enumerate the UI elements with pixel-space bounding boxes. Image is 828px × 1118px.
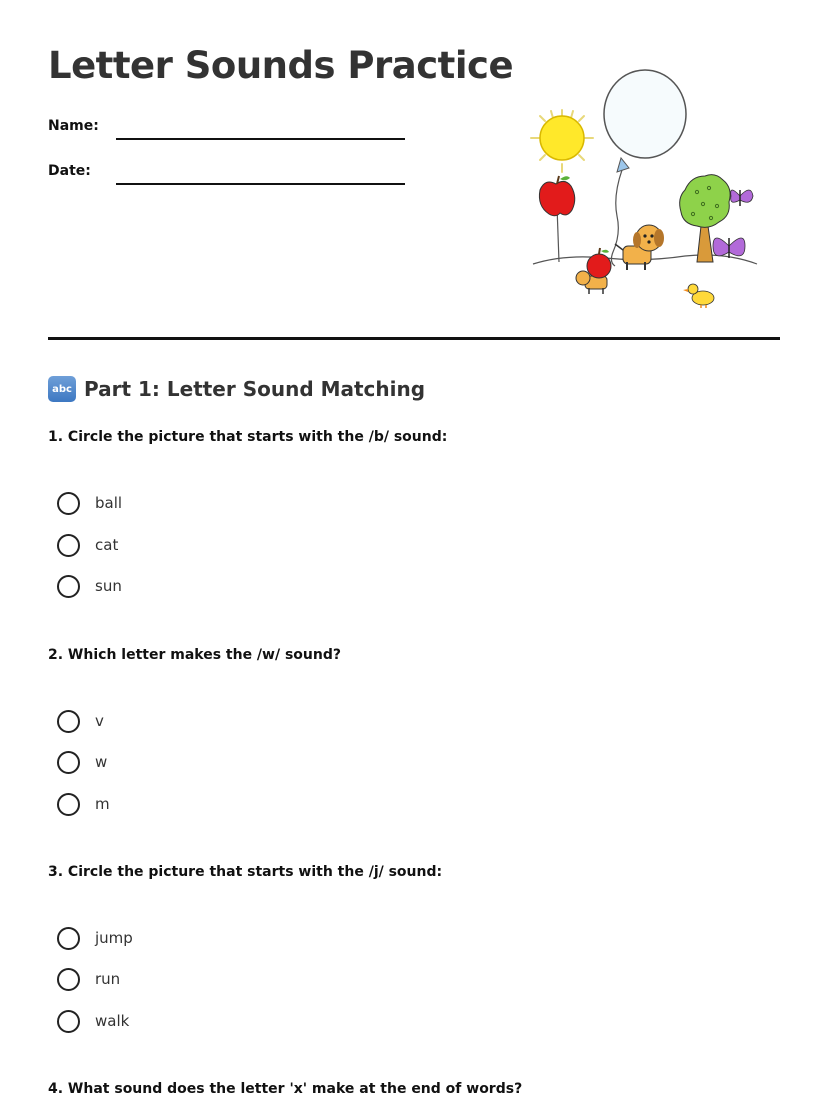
question-2-option-b[interactable]: [57, 750, 107, 774]
radio-button[interactable]: [57, 927, 80, 950]
question-1-option-b[interactable]: [57, 533, 118, 557]
duck-icon: [683, 284, 714, 308]
radio-button[interactable]: [57, 534, 80, 557]
apple-icon: [587, 248, 611, 278]
question-1: 1. Circle the picture that starts with the /b/ sound:: [48, 429, 448, 445]
question-2: 2. Which letter makes the /w/ sound?: [48, 647, 341, 663]
option-label: v: [95, 712, 104, 730]
option-label: m: [95, 795, 110, 813]
name-field[interactable]: [116, 138, 405, 140]
radio-button[interactable]: [57, 710, 80, 733]
question-1-option-c[interactable]: [57, 574, 122, 598]
name-label: Name:: [48, 118, 99, 134]
radio-button[interactable]: [57, 575, 80, 598]
header-divider: [48, 337, 780, 340]
question-4: 4. What sound does the letter 'x' make at the end of words?: [48, 1081, 523, 1097]
question-2-option-a[interactable]: [57, 709, 104, 733]
section-title: Part 1: Letter Sound Matching: [84, 377, 426, 401]
worksheet-illustration: [525, 66, 765, 316]
section-heading: [48, 374, 425, 404]
option-label: w: [95, 753, 108, 771]
option-label: jump: [95, 929, 133, 947]
radio-button[interactable]: [57, 968, 80, 991]
date-field[interactable]: [116, 183, 405, 185]
radio-button[interactable]: [57, 1010, 80, 1033]
question-3-option-a[interactable]: [57, 926, 133, 950]
option-label: walk: [95, 1012, 130, 1030]
butterfly-icon: [731, 190, 753, 206]
question-3-option-c[interactable]: [57, 1009, 129, 1033]
sun-icon: [531, 110, 593, 172]
option-label: cat: [95, 536, 119, 554]
dog-icon: [615, 225, 664, 270]
option-label: sun: [95, 577, 122, 595]
apple-icon: [539, 176, 574, 262]
butterfly-icon: [713, 238, 745, 258]
abc-icon: abc: [48, 376, 76, 402]
option-label: ball: [95, 494, 123, 512]
question-1-option-a[interactable]: [57, 491, 122, 515]
option-label: run: [95, 970, 121, 988]
radio-button[interactable]: [57, 492, 80, 515]
date-label: Date:: [48, 163, 91, 179]
radio-button[interactable]: [57, 793, 80, 816]
radio-button[interactable]: [57, 751, 80, 774]
question-2-option-c[interactable]: [57, 792, 110, 816]
question-3-option-b[interactable]: [57, 967, 120, 991]
worksheet-title: Letter Sounds Practice: [48, 44, 514, 87]
question-3: 3. Circle the picture that starts with the /j/ sound:: [48, 864, 443, 880]
